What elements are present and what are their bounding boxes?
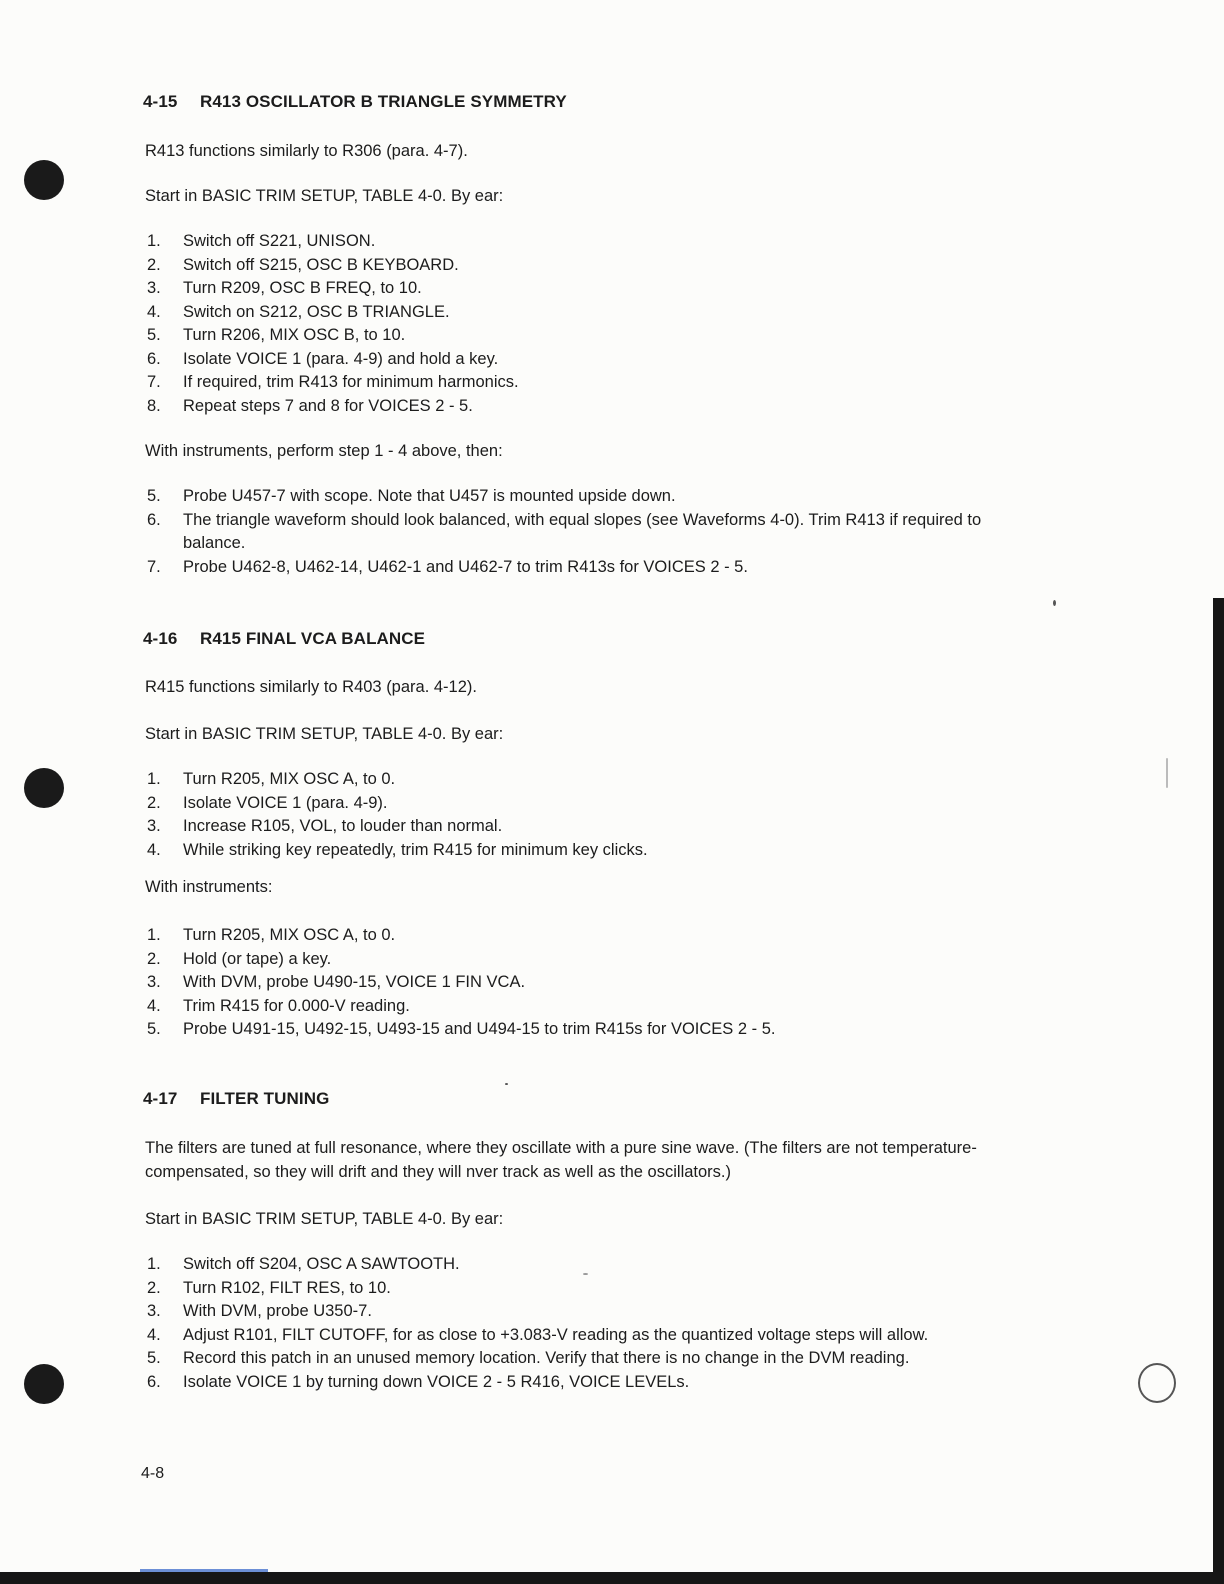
start-instruction: Start in BASIC TRIM SETUP, TABLE 4-0. By ear: [145, 187, 504, 205]
binder-hole-bottom [24, 1364, 64, 1404]
step-text: Switch off S221, UNISON. [183, 232, 376, 250]
section-number: 4-17 [143, 1089, 178, 1108]
step-text: The triangle waveform should look balanced, with equal slopes (see Waveforms 4-0). Trim R413 if required to balance. [183, 510, 982, 552]
blue-mark [140, 1569, 268, 1572]
step-text: Turn R206, MIX OSC B, to 10. [183, 326, 406, 344]
step-text: Increase R105, VOL, to louder than normal. [183, 817, 503, 835]
list-item [145, 1347, 1040, 1371]
start-instruction: Start in BASIC TRIM SETUP, TABLE 4-0. By ear: [145, 725, 504, 743]
step-number: 2. [147, 793, 161, 812]
page-number: 4-8 [141, 1465, 165, 1482]
list-item [145, 1324, 1040, 1348]
section-intro: R415 functions similarly to R403 (para. 4-12). [145, 678, 477, 696]
ear-steps-list [145, 1253, 1040, 1394]
list-item [145, 815, 1040, 839]
step-number: 1. [147, 926, 161, 944]
step-number: 5. [147, 1020, 161, 1038]
section-title: R413 OSCILLATOR B TRIANGLE SYMMETRY [200, 92, 567, 111]
step-number: 1. [147, 1255, 161, 1273]
list-item [145, 1371, 1040, 1395]
step-text: If required, trim R413 for minimum harmonics. [183, 373, 519, 391]
ear-steps-list [145, 768, 1040, 862]
ear-steps-list [145, 230, 1040, 418]
section-title: R415 FINAL VCA BALANCE [200, 629, 426, 648]
step-number: 1. [147, 232, 161, 250]
list-item [145, 839, 1040, 863]
step-number: 6. [147, 1372, 161, 1391]
step-text: Switch off S215, OSC B KEYBOARD. [183, 255, 459, 274]
step-number: 3. [147, 973, 161, 991]
list-item [145, 509, 1040, 556]
step-text: Turn R102, FILT RES, to 10. [183, 1278, 391, 1297]
step-number: 8. [147, 396, 161, 415]
bottom-edge [0, 1572, 1224, 1584]
step-text: Probe U491-15, U492-15, U493-15 and U494-15 to trim R415s for VOICES 2 - 5. [183, 1020, 776, 1038]
step-text: Turn R209, OSC B FREQ, to 10. [183, 279, 422, 297]
step-text: Trim R415 for 0.000-V reading. [183, 996, 410, 1015]
list-item [145, 1253, 1040, 1277]
instruments-intro: With instruments, perform step 1 - 4 above, then: [145, 442, 503, 460]
scan-speck [1053, 600, 1056, 606]
step-text: Probe U462-8, U462-14, U462-1 and U462-7 to trim R413s for VOICES 2 - 5. [183, 557, 748, 576]
list-item [145, 924, 1040, 948]
list-item [145, 324, 1040, 348]
list-item [145, 371, 1040, 395]
list-item [145, 948, 1040, 972]
scan-speck [505, 1083, 508, 1085]
list-item [145, 792, 1040, 816]
instruments-intro: With instruments: [145, 878, 273, 896]
step-text: Probe U457-7 with scope. Note that U457 is mounted upside down. [183, 487, 676, 505]
instrument-steps-list [145, 924, 1040, 1042]
list-item [145, 1018, 1040, 1042]
section-heading [143, 629, 425, 649]
step-number: 3. [147, 817, 161, 835]
step-number: 2. [147, 949, 161, 968]
step-number: 4. [147, 302, 161, 321]
step-number: 3. [147, 279, 161, 297]
step-text: Switch on S212, OSC B TRIANGLE. [183, 302, 450, 321]
step-text: Isolate VOICE 1 (para. 4-9). [183, 793, 388, 812]
section-intro: R413 functions similarly to R306 (para. 4-7). [145, 142, 468, 160]
list-item [145, 277, 1040, 301]
binder-hole-top [24, 160, 64, 200]
step-text: Hold (or tape) a key. [183, 949, 332, 968]
list-item [145, 971, 1040, 995]
step-number: 3. [147, 1302, 161, 1320]
list-item [145, 254, 1040, 278]
section-number: 4-15 [143, 92, 178, 111]
instrument-steps-list [145, 485, 1040, 579]
section-heading [143, 1089, 329, 1109]
section-number: 4-16 [143, 629, 178, 648]
list-item [145, 556, 1040, 580]
section-intro: The filters are tuned at full resonance, where they oscillate with a pure sine wave. (The filters are not temperature-compensated, so they will drift and they will nver track as well as the oscillators.) [145, 1139, 977, 1181]
step-text: Repeat steps 7 and 8 for VOICES 2 - 5. [183, 396, 473, 415]
list-item [145, 995, 1040, 1019]
scan-speck [1166, 758, 1168, 788]
step-text: Isolate VOICE 1 (para. 4-9) and hold a key. [183, 349, 499, 368]
section-heading [143, 92, 567, 112]
step-text: Switch off S204, OSC A SAWTOOTH. [183, 1255, 460, 1273]
step-text: Isolate VOICE 1 by turning down VOICE 2 - 5 R416, VOICE LEVELs. [183, 1372, 690, 1391]
step-number: 7. [147, 557, 161, 576]
step-text: Turn R205, MIX OSC A, to 0. [183, 926, 396, 944]
list-item [145, 395, 1040, 419]
step-text: With DVM, probe U350-7. [183, 1302, 372, 1320]
list-item [145, 485, 1040, 509]
step-text: Record this patch in an unused memory location. Verify that there is no change in the DVM reading. [183, 1349, 910, 1367]
list-item [145, 230, 1040, 254]
list-item [145, 1300, 1040, 1324]
list-item [145, 1277, 1040, 1301]
list-item [145, 301, 1040, 325]
section-title: FILTER TUNING [200, 1089, 330, 1108]
binder-hole-middle [24, 768, 64, 808]
list-item [145, 348, 1040, 372]
binding-edge [1213, 598, 1224, 1584]
step-number: 4. [147, 1325, 161, 1344]
step-number: 6. [147, 510, 161, 529]
step-number: 4. [147, 996, 161, 1015]
step-number: 7. [147, 373, 161, 391]
step-number: 5. [147, 326, 161, 344]
list-item [145, 768, 1040, 792]
step-text: With DVM, probe U490-15, VOICE 1 FIN VCA. [183, 973, 526, 991]
step-text: While striking key repeatedly, trim R415 for minimum key clicks. [183, 840, 648, 859]
step-number: 4. [147, 840, 161, 859]
step-text: Adjust R101, FILT CUTOFF, for as close to +3.083-V reading as the quantized voltage steps will allow. [183, 1325, 929, 1344]
step-number: 5. [147, 487, 161, 505]
step-text: Turn R205, MIX OSC A, to 0. [183, 770, 396, 788]
ring-mark [1138, 1363, 1176, 1403]
start-instruction: Start in BASIC TRIM SETUP, TABLE 4-0. By ear: [145, 1210, 504, 1228]
step-number: 6. [147, 349, 161, 368]
step-number: 2. [147, 1278, 161, 1297]
step-number: 1. [147, 770, 161, 788]
step-number: 2. [147, 255, 161, 274]
step-number: 5. [147, 1349, 161, 1367]
